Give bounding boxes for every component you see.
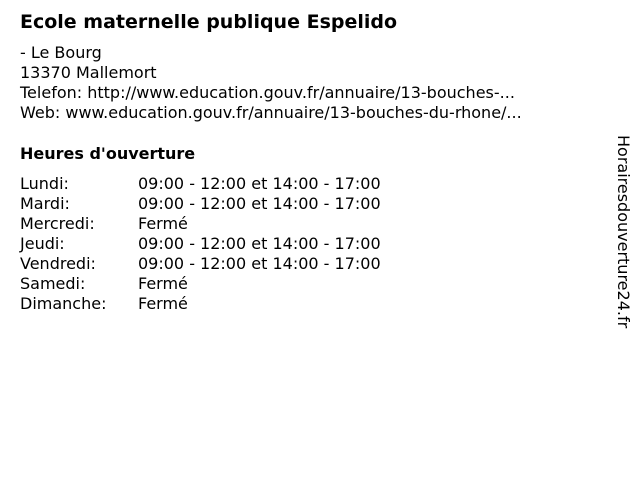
hours-time: 09:00 - 12:00 et 14:00 - 17:00: [138, 174, 381, 193]
hours-time: 09:00 - 12:00 et 14:00 - 17:00: [138, 234, 381, 253]
city-address: 13370 Mallemort: [20, 63, 157, 82]
side-brand-text: Horairesdouverture24.fr: [614, 135, 633, 329]
hours-day: Mercredi:: [20, 214, 95, 233]
phone-line[interactable]: Telefon: http://www.education.gouv.fr/annuaire/13-bouches-...: [20, 83, 515, 102]
hours-day: Mardi:: [20, 194, 70, 213]
hours-time: Fermé: [138, 274, 188, 293]
hours-day: Jeudi:: [20, 234, 65, 253]
hours-time: 09:00 - 12:00 et 14:00 - 17:00: [138, 254, 381, 273]
address-block: [20, 43, 522, 123]
hours-day: Lundi:: [20, 174, 69, 193]
hours-heading: Heures d'ouverture: [20, 144, 196, 163]
side-brand-watermark: [610, 135, 634, 355]
hours-day: Vendredi:: [20, 254, 96, 273]
hours-day: Dimanche:: [20, 294, 107, 313]
hours-time: 09:00 - 12:00 et 14:00 - 17:00: [138, 194, 381, 213]
hours-day: Samedi:: [20, 274, 86, 293]
page-title: Ecole maternelle publique Espelido: [20, 11, 398, 33]
hours-time: Fermé: [138, 214, 188, 233]
hours-time: Fermé: [138, 294, 188, 313]
street-address: - Le Bourg: [20, 43, 102, 62]
website-line[interactable]: Web: www.education.gouv.fr/annuaire/13-bouches-du-rhone/...: [20, 103, 522, 122]
